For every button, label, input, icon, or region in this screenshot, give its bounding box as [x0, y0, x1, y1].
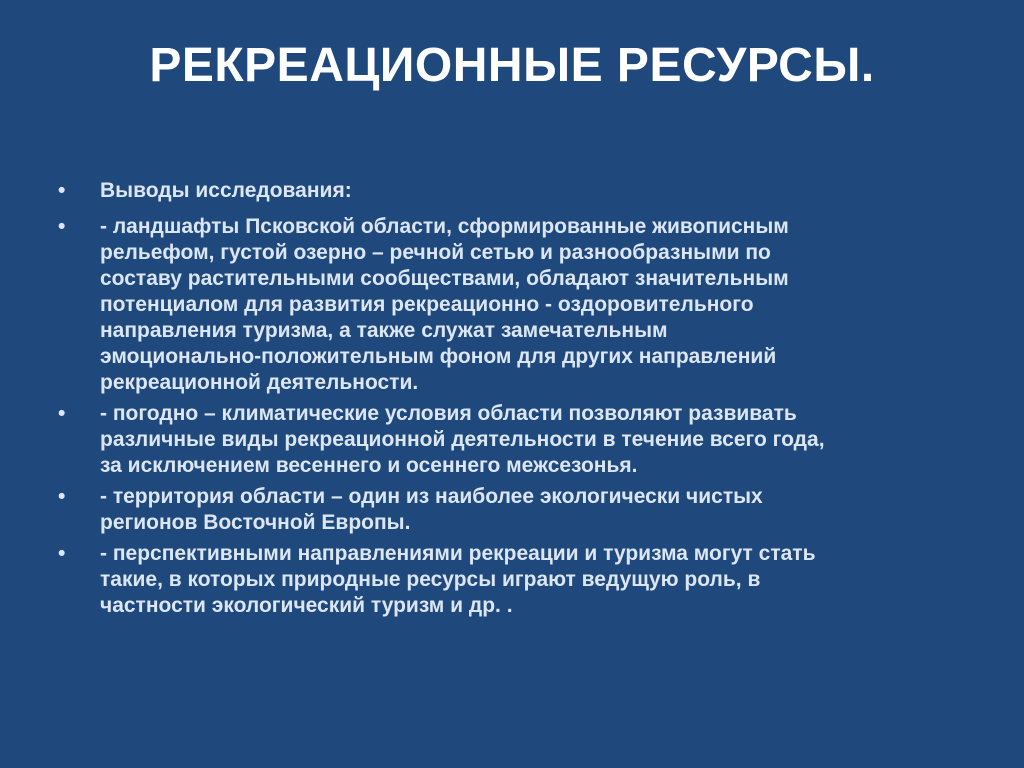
- list-item-text: - ландшафты Псковской области, сформированные живописным рельефом, густой озерно – речной сетью и разнообразными по составу растительными сообществами, обладают значительным потенциалом для развития рекреационно - оздоровительного направления туризма, а также служат замечательным эмоционально-положительным фоном для других направлений рекреационной деятельности.: [100, 215, 789, 394]
- list-item-text: - погодно – климатические условия области позволяют развивать различные виды рекреационной деятельности в течение всего года, за исключением весеннего и осеннего межсезонья.: [100, 402, 825, 477]
- list-item-text: - перспективными направлениями рекреации и туризма могут стать такие, в которых природные ресурсы играют ведущую роль, в частности экологический туризм и др. .: [100, 542, 816, 617]
- list-item: [58, 214, 978, 396]
- list-item: [58, 541, 978, 619]
- bullet-list: [58, 178, 978, 624]
- bullet-icon: •: [58, 179, 66, 202]
- list-item-text: - территория области – один из наиболее экологически чистых регионов Восточной Европы.: [100, 485, 763, 534]
- bullet-icon: •: [58, 542, 66, 565]
- list-item-text: Выводы исследования:: [100, 179, 352, 202]
- bullet-icon: •: [58, 485, 66, 508]
- bullet-icon: •: [58, 402, 66, 425]
- list-item: [58, 401, 978, 479]
- list-item: [58, 178, 978, 204]
- slide-title: РЕКРЕАЦИОННЫЕ РЕСУРСЫ.: [149, 39, 875, 92]
- list-item: [58, 484, 978, 536]
- bullet-icon: •: [58, 215, 66, 238]
